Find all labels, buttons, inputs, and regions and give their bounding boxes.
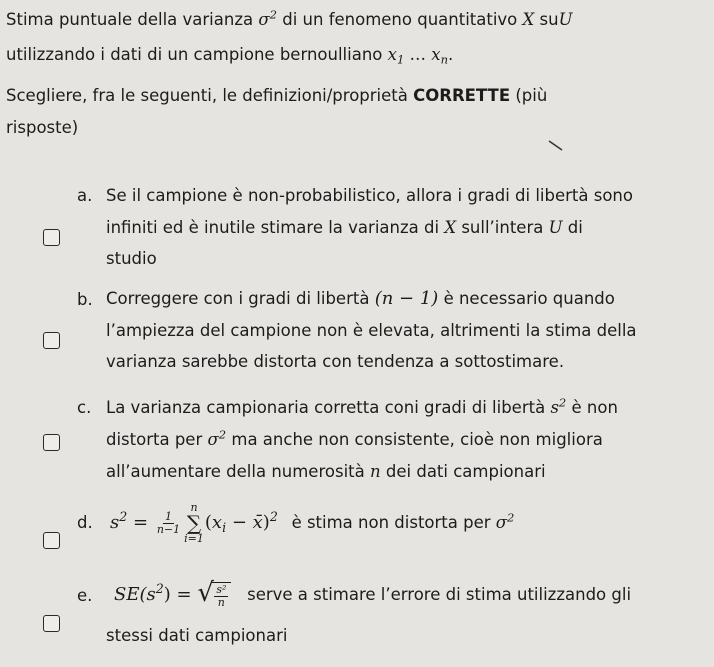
option-c-checkbox[interactable] (43, 434, 60, 451)
question-text-su: su (539, 10, 559, 29)
emphasis-corrette: CORRETTE (413, 86, 511, 105)
option-e-line-2 (106, 626, 287, 645)
option-e-formula-line (114, 578, 632, 609)
option-a-text-2-mid: sull’intera (461, 218, 544, 237)
option-d-letter: d. (77, 513, 93, 532)
option-a-text-1: Se il campione è non-probabilistico, allora i gradi di libertà sono (106, 186, 633, 205)
option-a-text-2: infiniti ed è inutile stimare la varianza di (106, 218, 440, 237)
option-c-text-2-post: ma anche non consistente, cioè non migliora (231, 430, 603, 449)
option-b-text-2: l’ampiezza del campione non è elevata, altrimenti la stima della (106, 321, 637, 340)
option-a-checkbox[interactable] (43, 229, 60, 246)
s-squared: $s^2$ (550, 395, 567, 417)
option-a-line-2 (106, 218, 583, 237)
option-c-text-1-post: è non (571, 398, 618, 417)
option-a-text-3: studio (106, 249, 157, 268)
option-e-text-2: stessi dati campionari (106, 626, 288, 645)
question-text-mid: di un fenomeno quantitativo (282, 10, 518, 29)
question-text-3-post: (più (515, 86, 548, 105)
question-text-2: utilizzando i dati di un campione bernoulliano (6, 45, 383, 64)
option-b-letter: b. (77, 290, 93, 309)
option-c-line-1 (106, 395, 618, 417)
option-b-line-1 (106, 288, 615, 309)
option-c-letter: c. (77, 398, 92, 417)
option-c-line-2 (106, 427, 603, 449)
option-c-text-1: La varianza campionaria corretta coni gradi di libertà (106, 398, 546, 417)
var-U: U (548, 218, 563, 237)
standard-error-formula: $SE(s^2)$ = √ $\frac{\text{s²}}{n}$ (114, 584, 237, 605)
question-line-2 (6, 45, 454, 67)
sample-variance-formula: $s^2$ = $\frac{1}{n-1}$ n ∑ i=1 ($x_i$ − x̄)$^2$ (110, 501, 278, 545)
question-text-3: Scegliere, fra le seguenti, le definizioni/proprietà (6, 86, 408, 105)
var-U: U (558, 10, 573, 29)
option-b-line-3 (106, 352, 564, 371)
var-X: X (444, 218, 457, 237)
option-a-text-2-post: di (567, 218, 583, 237)
option-c-line-3 (106, 462, 546, 481)
option-b-line-2 (106, 321, 637, 340)
option-e-letter: e. (77, 586, 93, 605)
question-line-3 (6, 86, 547, 105)
sigma-squared: $\sigma^2$ (495, 510, 515, 532)
option-e-checkbox[interactable] (43, 615, 60, 632)
question-text: Stima puntuale della varianza (6, 10, 254, 29)
option-d-formula-line (110, 502, 514, 544)
option-a-line-3 (106, 249, 157, 268)
question-line-1 (6, 7, 573, 29)
option-b-text-1-post: è necessario quando (443, 289, 615, 308)
option-b-checkbox[interactable] (43, 332, 60, 349)
option-d-checkbox[interactable] (43, 532, 60, 549)
option-b-text-1: Correggere con i gradi di libertà (106, 289, 370, 308)
question-line-4 (6, 118, 78, 137)
var-X: X (522, 10, 535, 29)
option-c-text-3-post: dei dati campionari (385, 462, 546, 481)
option-d-text: è stima non distorta per (291, 513, 491, 532)
sigma-squared: $\sigma^2$ (207, 427, 227, 449)
sigma-symbol: $\sigma^2$ (258, 7, 277, 29)
question-text-4: risposte) (6, 118, 79, 137)
var-n: n (370, 462, 381, 481)
option-b-text-3: varianza sarebbe distorta con tendenza a sottostimare. (106, 352, 565, 371)
stray-mark (548, 140, 564, 152)
option-c-text-3: all’aumentare della numerosità (106, 462, 365, 481)
option-a-line-1 (106, 186, 633, 205)
sample-notation: $x_1$ … $x_n$ (387, 45, 449, 67)
option-e-text: serve a stimare l’errore di stima utilizzando gli (247, 585, 632, 605)
degrees-of-freedom: (n − 1) (374, 288, 439, 309)
option-c-text-2: distorta per (106, 430, 203, 449)
period: . (448, 45, 454, 64)
option-a-letter: a. (77, 186, 93, 205)
